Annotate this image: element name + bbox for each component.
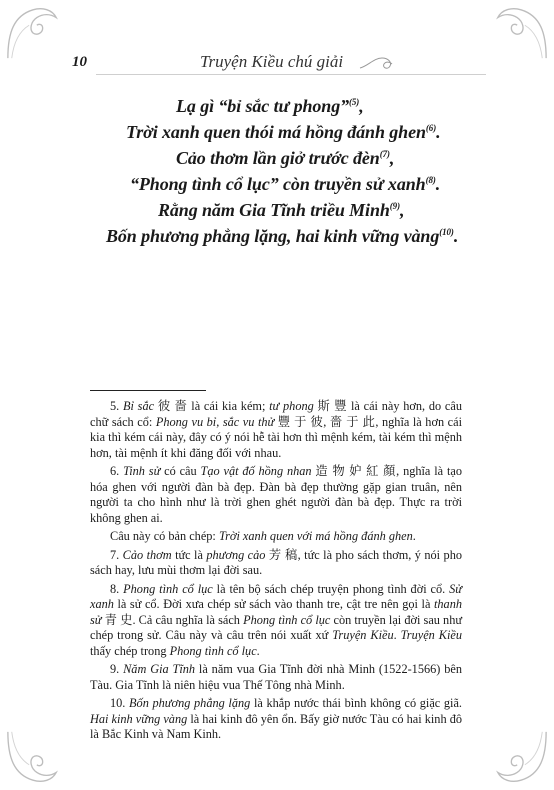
verse-line: Rằng năm Gia Tĩnh triều Minh$^{(9)}$, [158, 200, 405, 220]
verse-line: “Phong tình cổ lục” còn truyền sử xanh$^{(8)}$. [130, 174, 441, 194]
page-number: 10 [72, 54, 87, 70]
footnote-9: 9. Năm Gia Tĩnh là năm vua Gia Tĩnh đời nhà Minh (1522-1566) bên Tàu. Gia Tĩnh là niên hiệu vua Thế Tông nhà Minh. [90, 662, 462, 692]
footnote-8: 8. Phong tình cổ lục là tên bộ sách chép truyện phong tình đời cổ. Sử xanh là sử cổ. Đời xưa chép sử sách vào thanh tre, cật tre nên gọi là thanh sử 青 史. Cả câu nghĩa là sách Phong tình cổ lục còn truyền lại đời sau như chép trong sử. Câu này và câu trên nói xuất xứ Truyện Kiều. Truyện Kiều thấy chép trong Phong tình cổ lục. [90, 581, 463, 658]
header-rule [96, 74, 486, 75]
page-header [0, 52, 554, 76]
corner-ornament-bottom-right [492, 728, 550, 786]
footnotes [90, 399, 462, 746]
footnote-10: 10. Bốn phương phẳng lặng là khắp nước thái bình không có giặc giã. Hai kinh vững vàng là hai kinh đô yên ổn. Bấy giờ nước Tàu có hai kinh đô là Bắc Kinh và Nam Kinh. [90, 696, 463, 741]
footnote-separator [90, 390, 206, 391]
verse-line: Bốn phương phẳng lặng, hai kinh vững vàng$^{(10)}$. [106, 226, 459, 246]
title-flourish-icon [358, 52, 396, 74]
footnote-6-variant: Câu này có bản chép: Trời xanh quen với má hồng đánh ghen. [110, 529, 416, 543]
footnote-7: 7. Cảo thơm tức là phương cảo 芳 稿, tức là pho sách thơm, ý nói pho sách hay, lưu mùi thơm lại đời sau. [90, 547, 462, 577]
verse-line: Trời xanh quen thói má hồng đánh ghen$^{(6)}$. [126, 122, 441, 142]
running-title: Truyện Kiều chú giải [200, 52, 344, 71]
footnote-6: 6. Tinh sử có câu Tạo vật đố hồng nhan 造 物 妒 紅 顏, nghĩa là tạo hóa ghen với người đàn bà đẹp. Đàn bà đẹp thường gặp gian truân, nên người ta cho hình như là trời ghen ghét người đàn bà đẹp. Thực ra trời không ghen ai. [90, 464, 462, 525]
verse-line: Cảo thơm lần giở trước đèn$^{(7)}$, [176, 148, 395, 168]
corner-ornament-bottom-left [4, 728, 62, 786]
footnote-5: 5. Bỉ sắc 彼 嗇 là cái kia kém; tư phong 斯 豐 là cái này hơn, do câu chữ sách cổ: Phong vu bỉ, sắc vu thử 豐 于 彼, 嗇 于 此, nghĩa là hơn cái kia thì kém cái này, đây có ý nói hễ tài hơn thì mệnh kém, tài kém thì mệnh hơn, tài mệnh ít khi đăng đối với nhau. [90, 399, 462, 460]
verse-line: Lạ gì “bỉ sắc tư phong”$^{(5)}$, [176, 96, 364, 116]
